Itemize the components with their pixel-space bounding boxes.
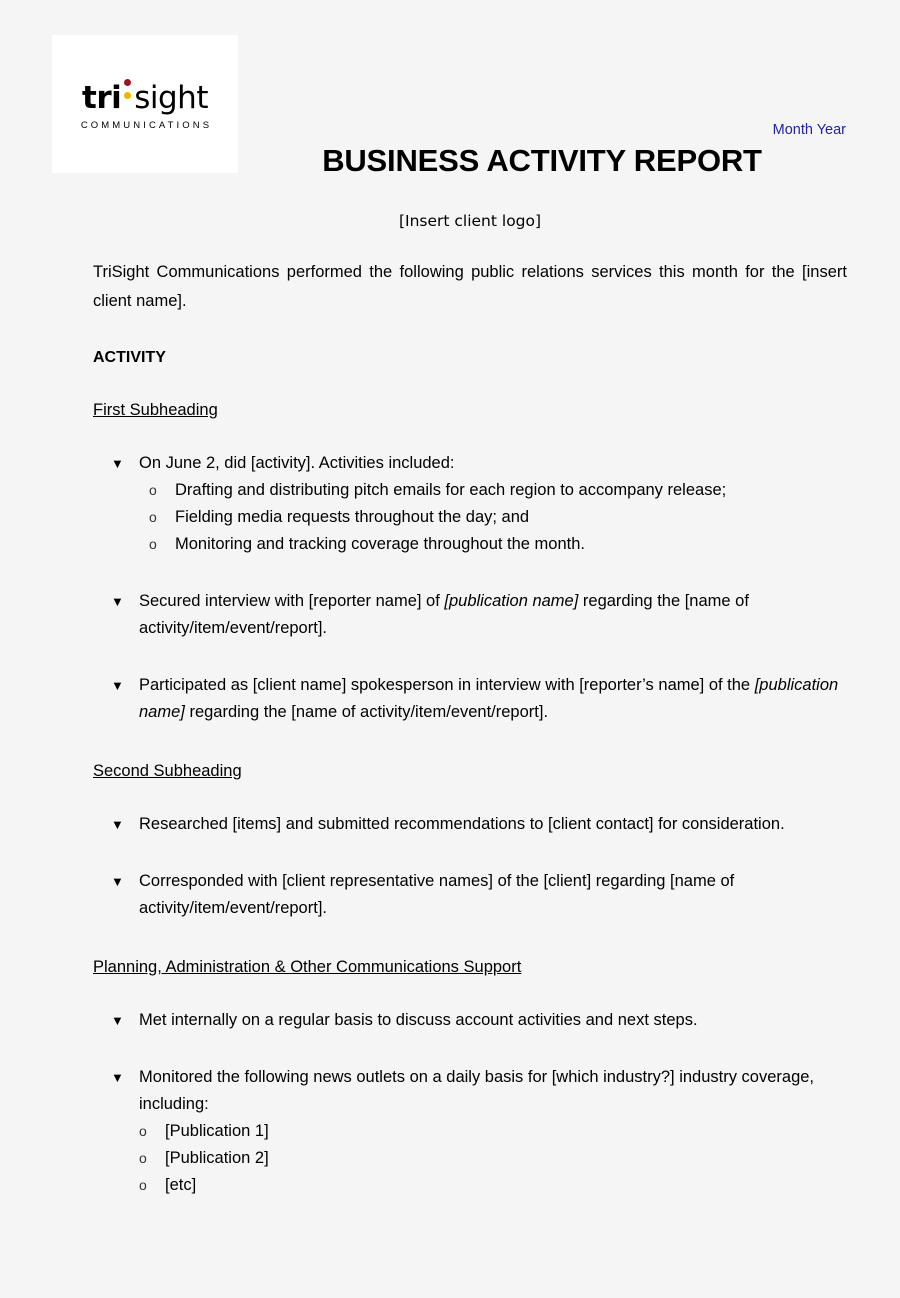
triangle-bullet-icon: ▼ bbox=[111, 456, 124, 471]
section-heading-activity: ACTIVITY bbox=[93, 349, 166, 366]
circle-bullet-icon: o bbox=[149, 509, 157, 525]
list-item bbox=[93, 1007, 847, 1034]
bullet-list bbox=[93, 811, 847, 922]
list-item bbox=[93, 1064, 847, 1199]
subheading-first: First Subheading bbox=[93, 401, 218, 419]
trisight-logo bbox=[52, 35, 238, 173]
list-item bbox=[149, 477, 847, 504]
list-item-text: Monitoring and tracking coverage throughout the month. bbox=[175, 535, 586, 553]
publication-name-italic: [publication name] bbox=[139, 676, 839, 721]
logo-tagline: COMMUNICATIONS bbox=[80, 120, 213, 131]
list-item bbox=[93, 811, 847, 838]
list-item bbox=[93, 588, 847, 642]
list-item-text-part: Secured interview with [reporter name] of bbox=[139, 592, 445, 610]
triangle-bullet-icon: ▼ bbox=[111, 594, 124, 609]
logo-text-sight: sight bbox=[134, 80, 208, 116]
section-group bbox=[93, 954, 847, 1199]
logo-colon-icon bbox=[121, 77, 134, 108]
list-item-text: Researched [items] and submitted recommendations to [client contact] for consideration. bbox=[139, 815, 785, 833]
document-body bbox=[93, 208, 847, 1199]
list-item-text: Fielding media requests throughout the day; and bbox=[175, 508, 530, 526]
section-group bbox=[93, 758, 847, 922]
list-item bbox=[149, 531, 847, 558]
logo-text-tri: tri bbox=[82, 80, 122, 116]
circle-bullet-icon: o bbox=[149, 536, 157, 552]
list-item-text bbox=[139, 592, 749, 637]
circle-bullet-icon: o bbox=[139, 1177, 147, 1193]
list-item bbox=[93, 450, 847, 558]
list-item bbox=[149, 504, 847, 531]
list-item-text: Drafting and distributing pitch emails for each region to accompany release; bbox=[175, 481, 727, 499]
subheading-second: Second Subheading bbox=[93, 762, 242, 780]
intro-paragraph: TriSight Communications performed the following public relations services this month for the [insert client name]. bbox=[93, 263, 847, 310]
list-item-text bbox=[139, 676, 838, 721]
publication-name-italic: [publication name] bbox=[444, 592, 579, 610]
subheading-planning: Planning, Administration & Other Communications Support bbox=[93, 958, 522, 976]
list-item bbox=[139, 1118, 847, 1145]
list-item bbox=[139, 1172, 847, 1199]
list-item-text: [Publication 2] bbox=[165, 1149, 269, 1167]
triangle-bullet-icon: ▼ bbox=[111, 678, 124, 693]
bullet-list bbox=[93, 1007, 847, 1199]
triangle-bullet-icon: ▼ bbox=[111, 1013, 124, 1028]
triangle-bullet-icon: ▼ bbox=[111, 817, 124, 832]
logo-dot-gold-icon bbox=[124, 92, 131, 99]
page-title: BUSINESS ACTIVITY REPORT bbox=[322, 143, 762, 178]
circle-bullet-icon: o bbox=[149, 482, 157, 498]
list-item-text: Corresponded with [client representative names] of the [client] regarding [name of activity/item/event/report]. bbox=[139, 872, 735, 917]
section-group bbox=[93, 397, 847, 726]
list-item-text: On June 2, did [activity]. Activities included: bbox=[139, 454, 455, 472]
list-item bbox=[139, 1145, 847, 1172]
list-item-text-part: regarding the [name of activity/item/event/report]. bbox=[184, 703, 549, 721]
bullet-list bbox=[93, 450, 847, 726]
logo-dot-red-icon bbox=[124, 79, 131, 86]
logo-wordmark bbox=[82, 77, 208, 114]
list-item bbox=[93, 868, 847, 922]
client-logo-placeholder: [Insert client logo] bbox=[398, 212, 542, 230]
list-item-text: [Publication 1] bbox=[165, 1122, 269, 1140]
triangle-bullet-icon: ▼ bbox=[111, 1070, 124, 1085]
list-item-text: [etc] bbox=[165, 1176, 197, 1194]
sub-bullet-list bbox=[149, 477, 847, 558]
list-item-text-part: regarding the [name of activity/item/event/report]. bbox=[139, 592, 749, 637]
triangle-bullet-icon: ▼ bbox=[111, 874, 124, 889]
sub-bullet-list bbox=[139, 1118, 847, 1199]
circle-bullet-icon: o bbox=[139, 1123, 147, 1139]
circle-bullet-icon: o bbox=[139, 1150, 147, 1166]
list-item-text-part: Participated as [client name] spokesperson in interview with [reporter’s name] of the bbox=[139, 676, 755, 694]
month-year-label: Month Year bbox=[772, 122, 846, 138]
list-item bbox=[93, 672, 847, 726]
list-item-text: Met internally on a regular basis to discuss account activities and next steps. bbox=[139, 1011, 698, 1029]
list-item-text: Monitored the following news outlets on a daily basis for [which industry?] industry coverage, including: bbox=[139, 1068, 815, 1113]
